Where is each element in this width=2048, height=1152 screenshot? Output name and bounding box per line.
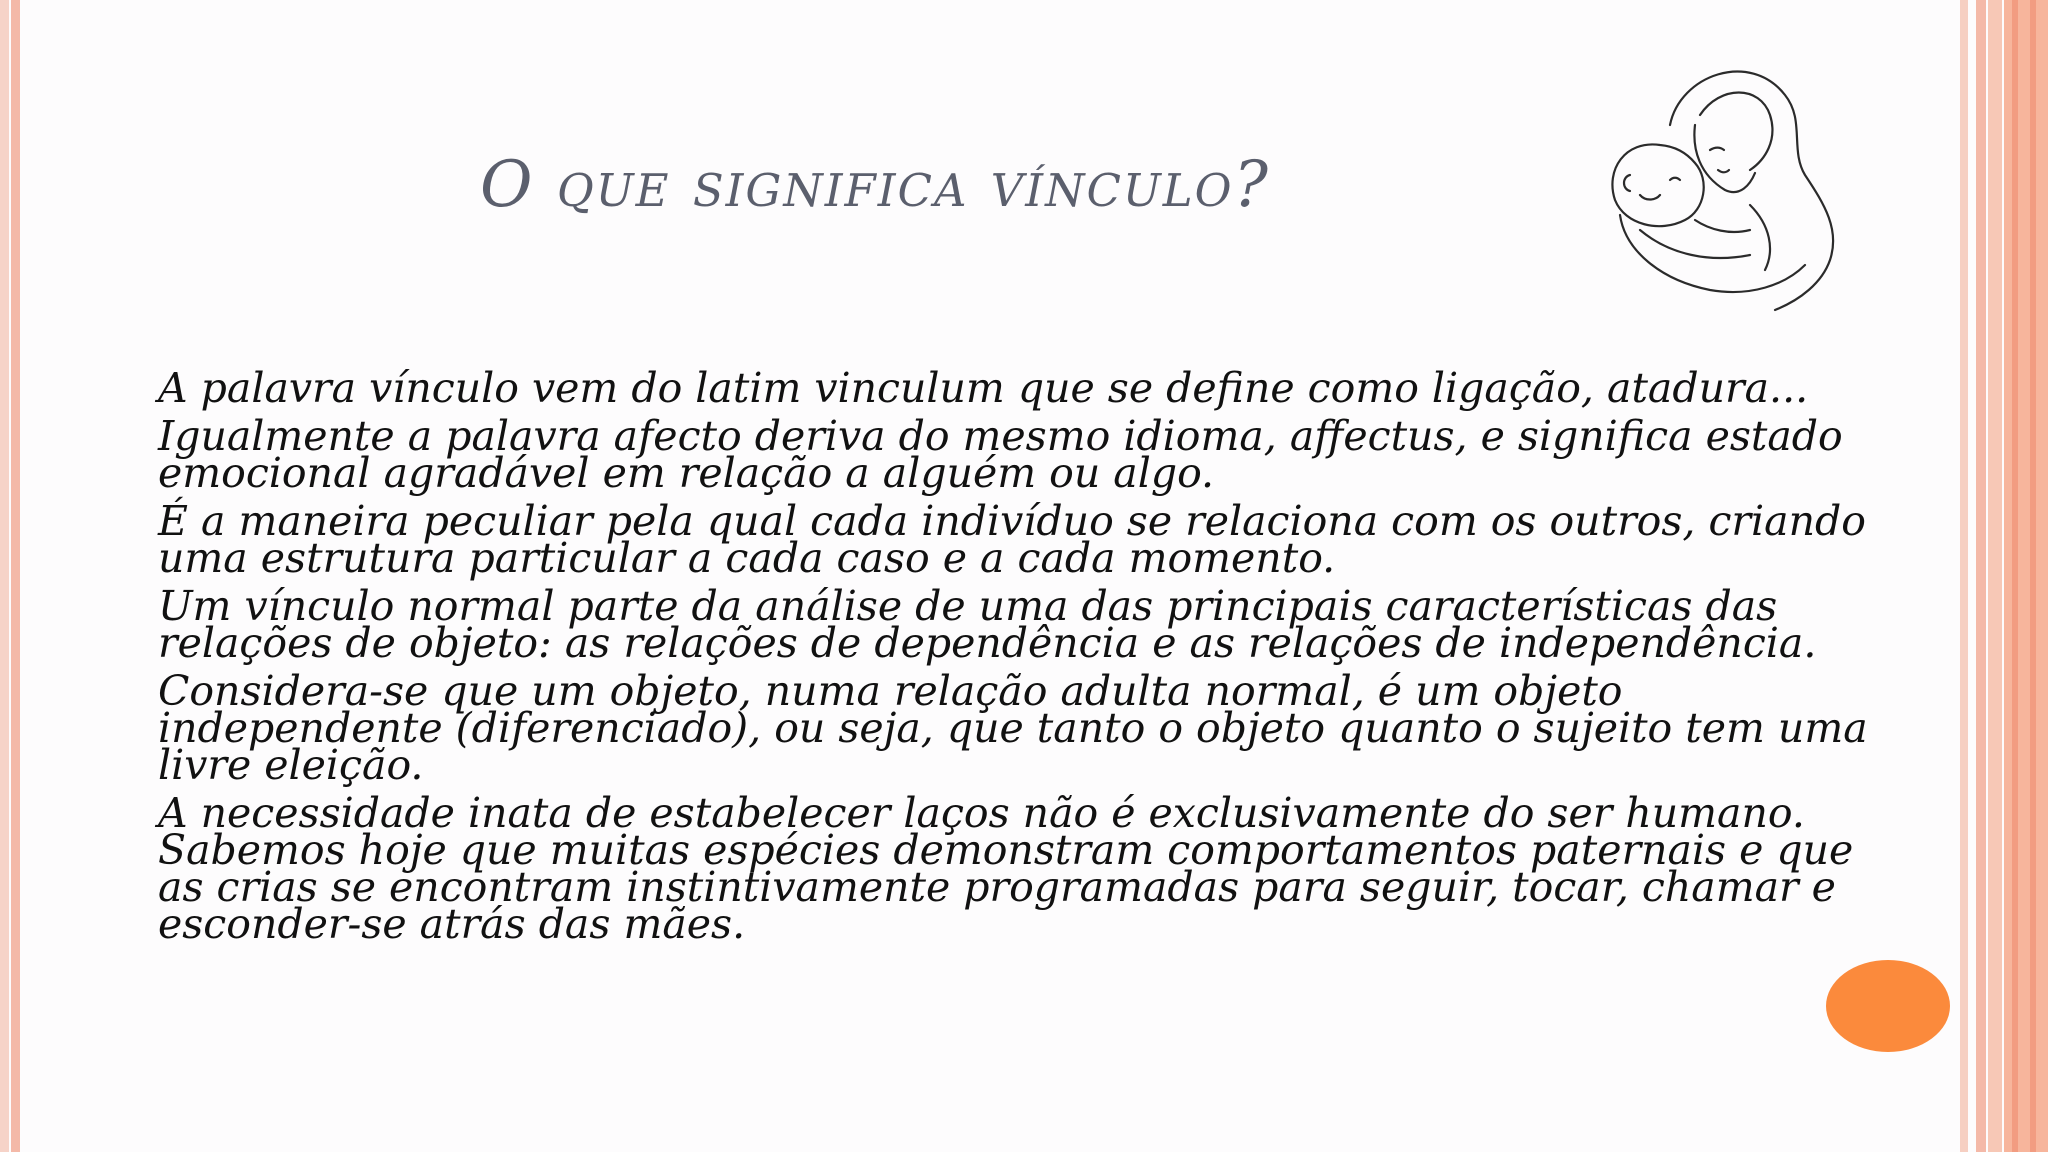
orange-circle-decoration <box>1826 960 1950 1052</box>
mother-and-baby-sketch-icon <box>1600 55 1860 320</box>
paragraph: É a maneira peculiar pela qual cada indivíduo se relaciona com os outros, criando uma estrutura particular a cada caso e a cada momento. <box>158 497 1866 582</box>
paragraph: Igualmente a palavra afecto deriva do mesmo idioma, affectus, e significa estado emocional agradável em relação a alguém ou algo. <box>158 412 1843 497</box>
right-border-stripe <box>1976 0 1986 1152</box>
right-border-stripe <box>1988 0 2002 1152</box>
left-border-stripe <box>11 0 20 1152</box>
slide-title: O que significa vínculo? <box>480 148 1270 222</box>
paragraph: Considera-se que um objeto, numa relação adulta normal, é um objeto independente (diferenciado), ou seja, que tanto o objeto quanto o sujeito tem uma livre eleição. <box>158 667 1868 789</box>
left-border-stripe <box>0 0 9 1152</box>
right-border-stripe <box>2004 0 2048 1152</box>
right-border-stripe <box>2030 0 2036 1152</box>
right-border-stripe <box>2012 0 2018 1152</box>
paragraph: A palavra vínculo vem do latim vinculum que se define como ligação, atadura... <box>158 364 1809 412</box>
body-text <box>158 364 1898 954</box>
paragraph: A necessidade inata de estabelecer laços não é exclusivamente do ser humano. Sabemos hoje que muitas espécies demonstram comportamentos paternais e que as crias se encontram instintivamente programadas para seguir, tocar, chamar e esconder-se atrás das mães. <box>158 789 1854 948</box>
right-border-stripe <box>1960 0 1968 1152</box>
paragraph: Um vínculo normal parte da análise de uma das principais características das relações de objeto: as relações de dependência e as relações de independência. <box>158 582 1817 667</box>
